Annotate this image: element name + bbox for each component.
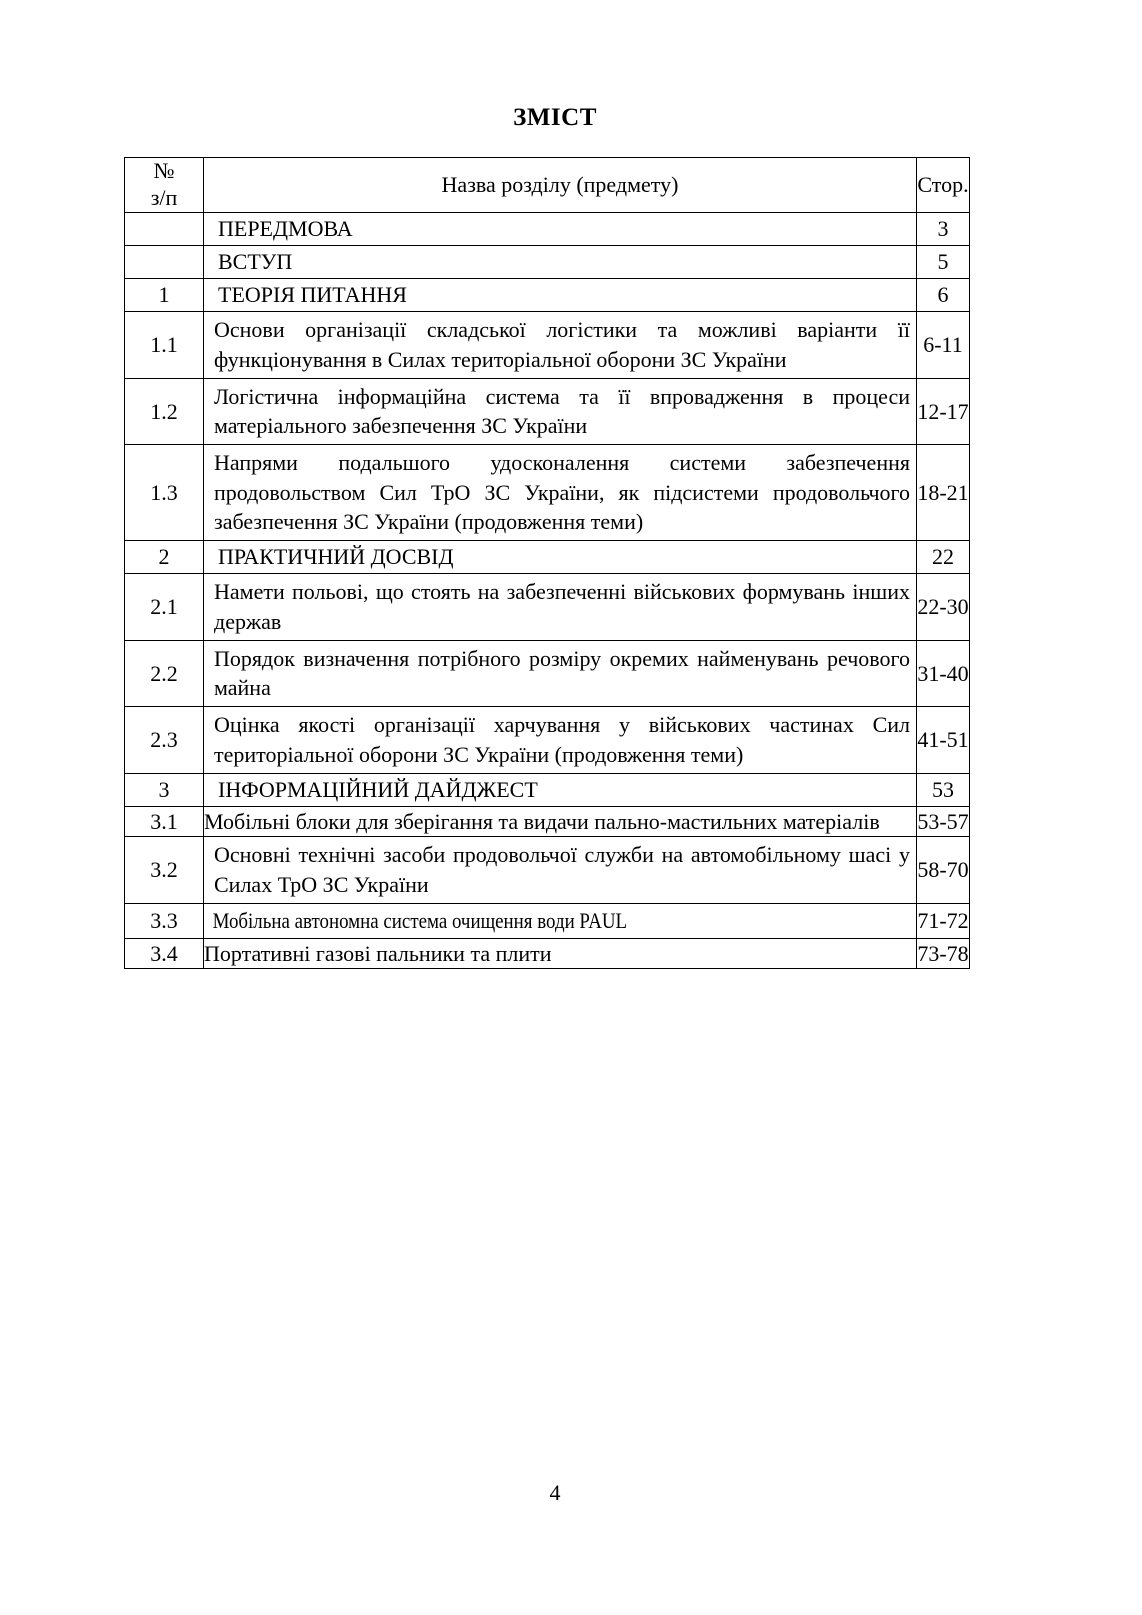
row-title-cell: Портативні газові пальники та плити xyxy=(204,939,917,969)
row-title-cell: Порядок визначення потрібного розміру окремих найменувань речового майна xyxy=(204,640,917,707)
table-body xyxy=(125,212,970,969)
table-row xyxy=(125,245,970,278)
row-page-cell: 18-21 xyxy=(917,445,970,541)
row-title-cell: Логістична інформаційна система та її впровадження в процеси матеріального забезпечення ЗС України xyxy=(204,378,917,445)
table-row xyxy=(125,837,970,904)
row-page-cell: 53 xyxy=(917,773,970,806)
row-page-cell: 41-51 xyxy=(917,707,970,774)
row-title-cell: ПРАКТИЧНИЙ ДОСВІД xyxy=(204,541,917,574)
table-row xyxy=(125,773,970,806)
table-row xyxy=(125,903,970,938)
row-title-cell: ПЕРЕДМОВА xyxy=(204,212,917,245)
row-number-cell: 3.1 xyxy=(125,807,204,837)
table-row xyxy=(125,541,970,574)
row-number-cell: 2 xyxy=(125,541,204,574)
row-page-cell: 53-57 xyxy=(917,807,970,837)
row-title-cell: Намети польові, що стоять на забезпеченні військових формувань інших держав xyxy=(204,574,917,641)
row-title-cell: Основи організації складської логістики та можливі варіанти її функціонування в Силах територіальної оборони ЗС України xyxy=(204,312,917,379)
row-title-cell: ВСТУП xyxy=(204,245,917,278)
table-row xyxy=(125,939,970,969)
column-header-number xyxy=(125,158,204,213)
row-page-cell: 3 xyxy=(917,212,970,245)
row-page-cell: 6-11 xyxy=(917,312,970,379)
table-row xyxy=(125,312,970,379)
row-number-cell: 3.2 xyxy=(125,837,204,904)
row-number-cell: 2.1 xyxy=(125,574,204,641)
row-page-cell: 6 xyxy=(917,279,970,312)
table-row xyxy=(125,640,970,707)
table-row xyxy=(125,807,970,837)
row-number-cell: 1.2 xyxy=(125,378,204,445)
table-row xyxy=(125,707,970,774)
row-title-text: Мобільна автономна система очищення води PAUL xyxy=(212,907,628,933)
row-title-cell xyxy=(204,903,917,938)
table-header xyxy=(125,158,970,213)
row-page-cell: 22-30 xyxy=(917,574,970,641)
row-title-cell: Мобільні блоки для зберігання та видачи пально-мастильних матеріалів xyxy=(204,807,917,837)
footer-page-number: 4 xyxy=(549,1480,561,1505)
row-number-cell: 1.1 xyxy=(125,312,204,379)
row-number-cell: 3.4 xyxy=(125,939,204,969)
row-title-cell: ТЕОРІЯ ПИТАННЯ xyxy=(204,279,917,312)
table-row xyxy=(125,279,970,312)
table-row xyxy=(125,212,970,245)
row-number-cell: 2.3 xyxy=(125,707,204,774)
row-page-cell: 5 xyxy=(917,245,970,278)
row-page-cell: 22 xyxy=(917,541,970,574)
row-page-cell: 31-40 xyxy=(917,640,970,707)
row-number-cell: 1 xyxy=(125,279,204,312)
row-number-cell: 1.3 xyxy=(125,445,204,541)
row-number-cell: 3.3 xyxy=(125,903,204,938)
row-number-cell: 2.2 xyxy=(125,640,204,707)
table-header-row xyxy=(125,158,970,213)
row-title-cell: Основні технічні засоби продовольчої служби на автомобільному шасі у Силах ТрО ЗС України xyxy=(204,837,917,904)
row-title-cell: Напрями подальшого удосконалення системи забезпечення продовольством Сил ТрО ЗС України, як підсистеми продовольчого забезпечення ЗС України (продовження теми) xyxy=(204,445,917,541)
row-number-cell xyxy=(125,245,204,278)
row-page-cell: 58-70 xyxy=(917,837,970,904)
column-header-number-line2: з/п xyxy=(150,184,178,210)
column-header-name: Назва розділу (предмету) xyxy=(204,158,917,213)
row-number-cell: 3 xyxy=(125,773,204,806)
row-page-cell: 71-72 xyxy=(917,903,970,938)
row-number-cell xyxy=(125,212,204,245)
row-title-cell: Оцінка якості організації харчування у військових частинах Сил територіальної оборони ЗС України (продовження теми) xyxy=(204,707,917,774)
row-title-cell: ІНФОРМАЦІЙНИЙ ДАЙДЖЕСТ xyxy=(204,773,917,806)
column-header-number-line1: № xyxy=(153,158,175,183)
row-page-cell: 12-17 xyxy=(917,378,970,445)
table-row xyxy=(125,378,970,445)
table-row xyxy=(125,574,970,641)
table-row xyxy=(125,445,970,541)
row-page-cell: 73-78 xyxy=(917,939,970,969)
page-title: ЗМІСТ xyxy=(513,104,597,131)
table-of-contents xyxy=(124,157,970,969)
column-header-page: Стор. xyxy=(917,158,970,213)
